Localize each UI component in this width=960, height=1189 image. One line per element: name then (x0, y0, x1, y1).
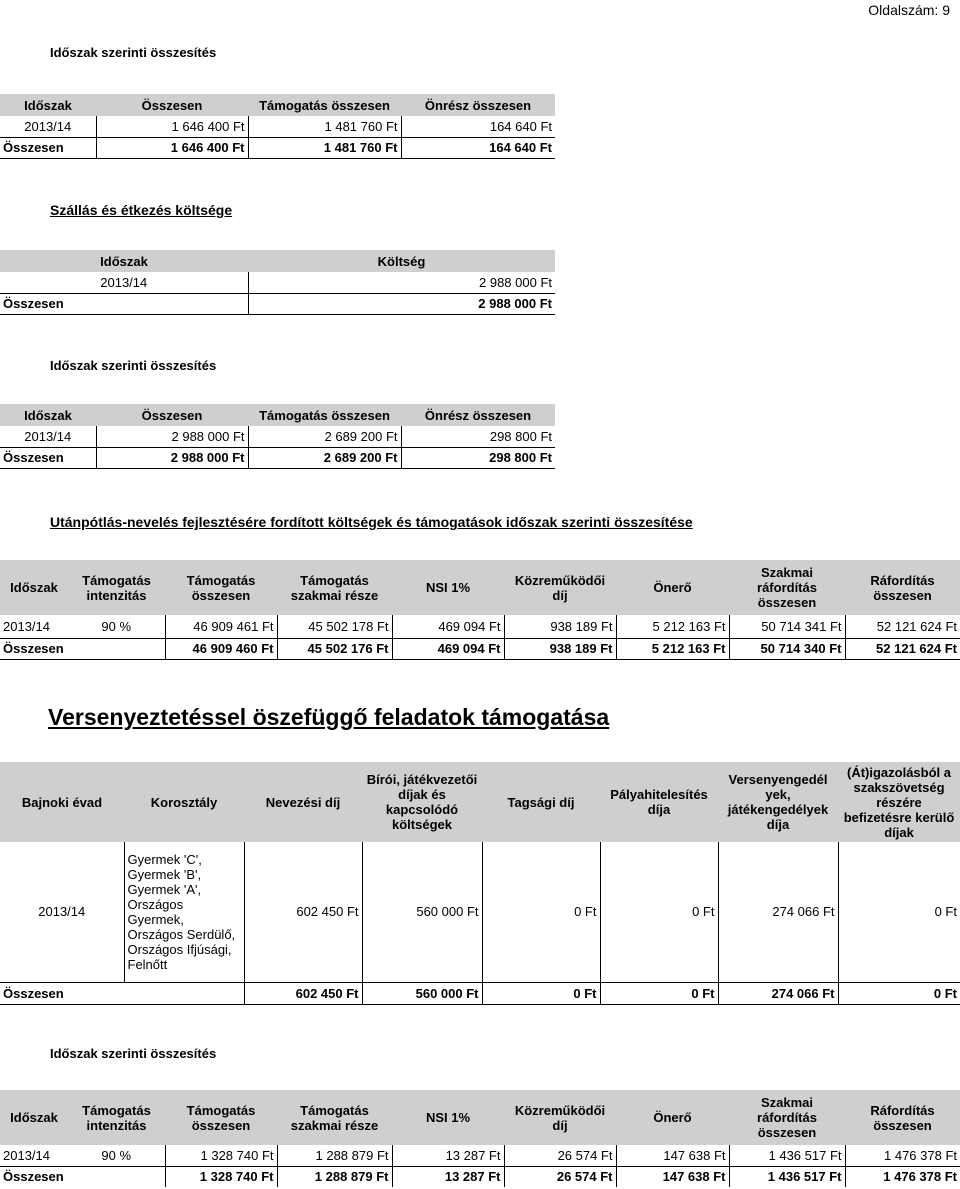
cell: 0 Ft (600, 982, 718, 1004)
cell: 5 212 163 Ft (616, 615, 729, 638)
cell: 0 Ft (482, 982, 600, 1004)
cell: 2 988 000 Ft (479, 274, 552, 290)
cell: 1 328 740 Ft (165, 1166, 277, 1187)
column-header: Időszak (0, 404, 96, 426)
cell: 5 212 163 Ft (616, 638, 729, 659)
cell: Összesen (0, 137, 96, 158)
column-header: Szakmai ráfordítás összesen (729, 560, 845, 615)
cell: Összesen (0, 982, 124, 1004)
column-header: Szakmai ráfordítás összesen (729, 1090, 845, 1145)
section-title: Időszak szerinti összesítés (50, 1046, 217, 1061)
column-header: Önerő (616, 1090, 729, 1145)
column-header: Időszak (0, 1090, 68, 1145)
cell: Összesen (0, 638, 68, 659)
cell: 2013/14 (3, 1147, 50, 1163)
cell: 13 287 Ft (392, 1166, 504, 1187)
cell: 26 574 Ft (504, 1145, 616, 1166)
column-header: Önrész összesen (401, 94, 555, 116)
column-header: Támogatás intenzitás (68, 1090, 165, 1145)
cell: 164 640 Ft (401, 137, 555, 158)
cell: 0 Ft (600, 842, 718, 982)
column-header: Időszak (0, 560, 68, 615)
cell: 1 476 378 Ft (884, 1147, 957, 1163)
lodging-cost-table (0, 250, 555, 315)
cell: Összesen (0, 1166, 68, 1187)
cell: 1 481 760 Ft (248, 137, 401, 158)
column-header: Közreműködői díj (504, 1090, 616, 1145)
cell: 1 646 400 Ft (96, 116, 248, 137)
cell: 2013/14 (3, 618, 50, 634)
table-row (0, 116, 555, 137)
column-header: Támogatás összesen (165, 560, 277, 615)
cell: 1 436 517 Ft (729, 1145, 845, 1166)
cell: 2 988 000 Ft (96, 447, 248, 468)
section-title: Időszak szerinti összesítés (50, 358, 217, 373)
total-row (0, 447, 555, 468)
cell: 0 Ft (934, 904, 957, 920)
cell: 560 000 Ft (362, 982, 482, 1004)
cell (68, 638, 165, 659)
youth-development-table (0, 560, 960, 660)
cell: 298 800 Ft (401, 447, 555, 468)
cell: 50 714 341 Ft (729, 615, 845, 638)
table-row (0, 272, 555, 293)
cell: 50 714 340 Ft (729, 638, 845, 659)
cell: 45 502 176 Ft (277, 638, 392, 659)
cell: 147 638 Ft (616, 1145, 729, 1166)
section-title: Versenyeztetéssel öszefüggő feladatok támogatása (48, 704, 610, 730)
column-header: Önerő (616, 560, 729, 615)
column-header: Költség (248, 250, 555, 272)
total-row (0, 137, 555, 158)
cell: 2013/14 (0, 842, 124, 982)
cell: 147 638 Ft (616, 1166, 729, 1187)
cell: 469 094 Ft (392, 638, 504, 659)
cell: 2 689 200 Ft (248, 447, 401, 468)
total-row (0, 638, 960, 659)
cell: 0 Ft (482, 842, 600, 982)
column-header: Önrész összesen (401, 404, 555, 426)
column-header: Támogatás szakmai része (277, 1090, 392, 1145)
cell: 469 094 Ft (392, 615, 504, 638)
total-row (0, 1166, 960, 1187)
column-header: Támogatás összesen (248, 404, 401, 426)
cell: 1 476 378 Ft (845, 1166, 960, 1187)
section-title: Időszak szerinti összesítés (50, 45, 217, 60)
column-header: Időszak (0, 94, 96, 116)
cell: 938 189 Ft (504, 615, 616, 638)
summary-table-2 (0, 404, 555, 469)
cell: 1 481 760 Ft (248, 116, 401, 137)
section-title: Szállás és étkezés költsége (50, 202, 233, 218)
column-header: Időszak (0, 250, 248, 272)
table-row (0, 426, 555, 447)
column-header: Pályahitelesítés díja (600, 762, 718, 842)
column-header: Versenyengedél yek, játékengedélyek díja (718, 762, 838, 842)
cell: 13 287 Ft (392, 1145, 504, 1166)
column-header: (Át)igazolásból a szakszövetség részére befizetésre kerülő díjak (838, 762, 960, 842)
column-header: Nevezési díj (244, 762, 362, 842)
column-header: Korosztály (124, 762, 244, 842)
summary-table-3 (0, 1090, 960, 1187)
cell: 1 436 517 Ft (729, 1166, 845, 1187)
cell: 164 640 Ft (489, 118, 552, 134)
cell: 602 450 Ft (244, 982, 362, 1004)
column-header: Összesen (96, 404, 248, 426)
cell: 1 288 879 Ft (277, 1145, 392, 1166)
cell: 1 328 740 Ft (165, 1145, 277, 1166)
column-header: Támogatás összesen (165, 1090, 277, 1145)
cell: 90 % (68, 1145, 165, 1166)
column-header: NSI 1% (392, 560, 504, 615)
table-row (0, 615, 960, 638)
column-header: Támogatás intenzitás (68, 560, 165, 615)
cell: 1 646 400 Ft (96, 137, 248, 158)
cell: 46 909 460 Ft (165, 638, 277, 659)
column-header: Bajnoki évad (0, 762, 124, 842)
cell: Gyermek 'C', Gyermek 'B', Gyermek 'A', Országos Gyermek, Országos Serdülő, Országos Ifjúsági, Felnőtt (124, 842, 244, 982)
total-row (0, 982, 960, 1004)
cell (68, 1166, 165, 1187)
cell: 0 Ft (838, 982, 960, 1004)
cell: 52 121 624 Ft (845, 638, 960, 659)
cell (124, 982, 244, 1004)
competition-tasks-table (0, 762, 960, 1005)
cell: 560 000 Ft (362, 842, 482, 982)
column-header: Támogatás összesen (248, 94, 401, 116)
cell: 26 574 Ft (504, 1166, 616, 1187)
cell: 45 502 178 Ft (277, 615, 392, 638)
cell: 90 % (68, 615, 165, 638)
column-header: Bírói, játékvezetői díjak és kapcsolódó költségek (362, 762, 482, 842)
total-row (0, 293, 555, 314)
cell: Összesen (0, 447, 96, 468)
column-header: Támogatás szakmai része (277, 560, 392, 615)
cell: 46 909 461 Ft (165, 615, 277, 638)
column-header: Ráfordítás összesen (845, 560, 960, 615)
cell: 274 066 Ft (718, 842, 838, 982)
cell: Összesen (0, 293, 248, 314)
cell: 298 800 Ft (489, 428, 552, 444)
column-header: NSI 1% (392, 1090, 504, 1145)
cell: 1 288 879 Ft (277, 1166, 392, 1187)
cell: 52 121 624 Ft (876, 618, 957, 634)
section-title: Utánpótlás-nevelés fejlesztésére fordított költségek és támogatások időszak szerinti összesítése (50, 514, 693, 530)
cell: 2 988 000 Ft (96, 426, 248, 447)
summary-table-1 (0, 94, 555, 159)
cell: 274 066 Ft (718, 982, 838, 1004)
table-row (0, 842, 960, 982)
cell: 2013/14 (0, 272, 248, 293)
column-header: Tagsági díj (482, 762, 600, 842)
cell: 938 189 Ft (504, 638, 616, 659)
cell: 2 689 200 Ft (248, 426, 401, 447)
cell: 2013/14 (0, 116, 96, 137)
column-header: Ráfordítás összesen (845, 1090, 960, 1145)
table-row (0, 1145, 960, 1166)
page-number: Oldalszám: 9 (868, 2, 950, 18)
column-header: Közreműködői díj (504, 560, 616, 615)
cell: 2013/14 (0, 426, 96, 447)
cell: 602 450 Ft (244, 842, 362, 982)
cell: 2 988 000 Ft (248, 293, 555, 314)
column-header: Összesen (96, 94, 248, 116)
